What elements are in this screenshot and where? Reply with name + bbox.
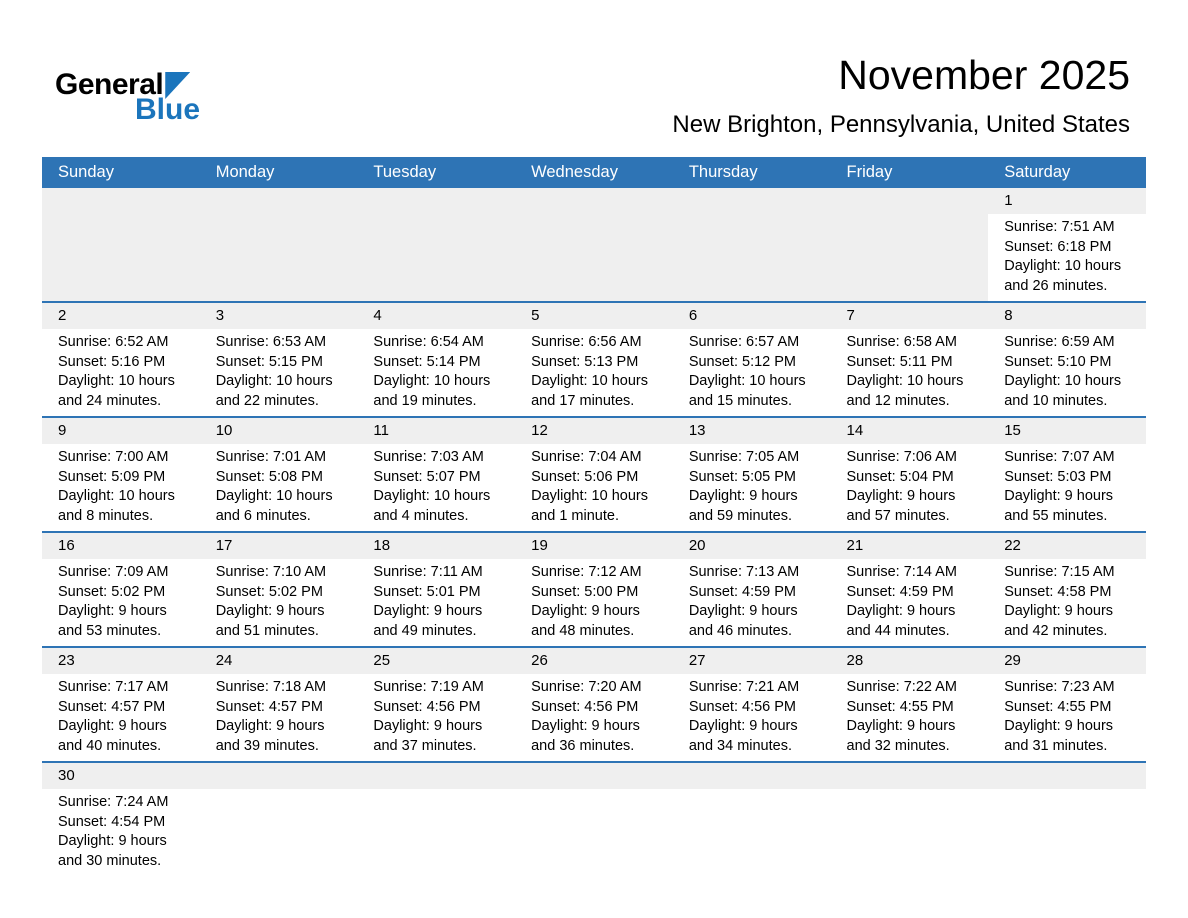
weekday-header-wednesday: Wednesday (515, 157, 673, 188)
sunset-text: Sunset: 5:11 PM (846, 353, 953, 370)
date-strip (515, 763, 673, 789)
day-cell-22 (988, 532, 1146, 647)
date-strip (673, 533, 831, 559)
sunset-text: Sunset: 4:58 PM (1004, 583, 1112, 600)
sunset-text: Sunset: 5:10 PM (1004, 353, 1112, 370)
day-number: 2 (58, 307, 67, 324)
sunrise-text: Sunrise: 7:03 AM (373, 449, 484, 465)
sunrise-text: Sunrise: 7:19 AM (373, 679, 484, 695)
day-details (988, 674, 1146, 761)
daylight-text: Daylight: 9 hours and 44 minutes. (846, 603, 956, 639)
day-number: 3 (215, 307, 225, 324)
date-strip (42, 418, 200, 444)
day-details (988, 559, 1146, 646)
sunrise-text: Sunrise: 6:54 AM (373, 334, 484, 350)
month-title: November 2025 (838, 52, 1130, 98)
weekday-header-tuesday: Tuesday (357, 157, 515, 188)
day-cell-18 (357, 532, 515, 647)
day-number: 7 (846, 307, 855, 324)
sunrise-text: Sunrise: 7:21 AM (688, 679, 800, 695)
day-number: 8 (1004, 307, 1013, 324)
day-number: 27 (688, 652, 706, 669)
day-cell-23 (42, 647, 200, 762)
date-strip (200, 763, 358, 789)
date-strip (357, 303, 515, 329)
sunset-text: Sunset: 5:02 PM (58, 583, 166, 600)
date-strip (831, 648, 989, 674)
empty-day-cell (831, 762, 989, 876)
day-details (200, 789, 358, 868)
sunset-text: Sunset: 4:56 PM (531, 698, 639, 715)
sunrise-text: Sunrise: 7:12 AM (531, 564, 642, 580)
day-details (200, 329, 358, 416)
daylight-text: Daylight: 9 hours and 32 minutes. (846, 718, 956, 754)
daylight-text: Daylight: 10 hours and 1 minute. (531, 488, 648, 524)
day-cell-6 (673, 302, 831, 417)
daylight-text: Daylight: 9 hours and 36 minutes. (531, 718, 640, 754)
day-number: 21 (846, 537, 864, 554)
day-details (673, 329, 831, 416)
day-details (357, 329, 515, 416)
day-cell-9 (42, 417, 200, 532)
sunset-text: Sunset: 5:08 PM (215, 468, 323, 485)
daylight-text: Daylight: 10 hours and 24 minutes. (58, 373, 175, 409)
sunset-text: Sunset: 5:07 PM (373, 468, 481, 485)
sunset-text: Sunset: 4:56 PM (373, 698, 481, 715)
daylight-text: Daylight: 9 hours and 39 minutes. (215, 718, 325, 754)
day-cell-1 (988, 188, 1146, 302)
date-strip (200, 303, 358, 329)
date-strip (831, 418, 989, 444)
daylight-text: Daylight: 9 hours and 49 minutes. (373, 603, 483, 639)
empty-day-cell (831, 188, 989, 302)
sunset-text: Sunset: 5:02 PM (215, 583, 323, 600)
day-details (673, 674, 831, 761)
day-details (42, 444, 200, 531)
sunset-text: Sunset: 4:55 PM (1004, 698, 1112, 715)
day-details (42, 559, 200, 646)
day-cell-4 (357, 302, 515, 417)
day-number: 26 (531, 652, 548, 669)
day-cell-5 (515, 302, 673, 417)
sunrise-text: Sunrise: 7:51 AM (1004, 219, 1115, 235)
date-strip (988, 188, 1146, 214)
week-row-4 (42, 532, 1146, 647)
sunset-text: Sunset: 4:57 PM (58, 698, 166, 715)
sunrise-text: Sunrise: 6:53 AM (215, 334, 327, 350)
day-cell-26 (515, 647, 673, 762)
empty-day-cell (988, 762, 1146, 876)
day-number: 28 (846, 652, 864, 669)
sunrise-text: Sunrise: 6:52 AM (58, 334, 169, 350)
day-cell-24 (200, 647, 358, 762)
day-cell-16 (42, 532, 200, 647)
sunset-text: Sunset: 5:14 PM (373, 353, 481, 370)
day-number: 23 (58, 652, 75, 669)
empty-day-cell (42, 188, 200, 302)
daylight-text: Daylight: 9 hours and 46 minutes. (688, 603, 798, 639)
daylight-text: Daylight: 10 hours and 12 minutes. (846, 373, 964, 409)
day-details (515, 674, 673, 761)
day-cell-19 (515, 532, 673, 647)
weekday-header-thursday: Thursday (673, 157, 831, 188)
date-strip (42, 533, 200, 559)
day-details (200, 444, 358, 531)
day-cell-29 (988, 647, 1146, 762)
date-strip (357, 418, 515, 444)
daylight-text: Daylight: 9 hours and 30 minutes. (58, 833, 167, 869)
sunrise-text: Sunrise: 7:11 AM (373, 564, 483, 580)
day-cell-7 (831, 302, 989, 417)
date-strip (988, 648, 1146, 674)
sunset-text: Sunset: 5:06 PM (531, 468, 639, 485)
sunrise-text: Sunrise: 7:20 AM (531, 679, 642, 695)
daylight-text: Daylight: 10 hours and 6 minutes. (215, 488, 333, 524)
daylight-text: Daylight: 10 hours and 26 minutes. (1004, 258, 1122, 294)
day-details (673, 559, 831, 646)
calendar-body (42, 188, 1146, 876)
general-blue-logo (55, 70, 200, 125)
day-details (515, 444, 673, 531)
sunrise-text: Sunrise: 6:56 AM (531, 334, 642, 350)
day-details (515, 329, 673, 416)
sunrise-text: Sunrise: 7:24 AM (58, 794, 169, 810)
date-strip (42, 648, 200, 674)
day-details (42, 329, 200, 416)
day-number: 25 (373, 652, 391, 669)
date-strip (673, 763, 831, 789)
date-strip (515, 303, 673, 329)
sunrise-text: Sunrise: 7:22 AM (846, 679, 957, 695)
weekday-header-sunday: Sunday (42, 157, 200, 188)
day-details (831, 559, 989, 646)
day-details (673, 444, 831, 531)
week-row-1 (42, 188, 1146, 302)
day-details (357, 674, 515, 761)
day-details (200, 559, 358, 646)
date-strip (357, 533, 515, 559)
week-row-5 (42, 647, 1146, 762)
week-row-6 (42, 762, 1146, 876)
date-strip (357, 648, 515, 674)
sunset-text: Sunset: 4:59 PM (846, 583, 954, 600)
date-strip (831, 533, 989, 559)
sunset-text: Sunset: 4:55 PM (846, 698, 954, 715)
logo-text-general: General (55, 68, 164, 101)
day-number: 15 (1004, 422, 1021, 439)
day-number: 5 (531, 307, 540, 324)
date-strip (357, 763, 515, 789)
sunset-text: Sunset: 5:12 PM (688, 353, 797, 370)
day-number: 24 (215, 652, 233, 669)
day-number: 1 (1004, 192, 1013, 209)
day-number: 12 (531, 422, 548, 439)
sunrise-text: Sunrise: 7:07 AM (1004, 449, 1115, 465)
date-strip (673, 418, 831, 444)
day-number: 16 (58, 537, 75, 554)
page-header (0, 0, 1188, 157)
sunrise-text: Sunrise: 6:59 AM (1004, 334, 1115, 350)
day-number: 19 (531, 537, 548, 554)
daylight-text: Daylight: 10 hours and 15 minutes. (688, 373, 806, 409)
daylight-text: Daylight: 9 hours and 40 minutes. (58, 718, 167, 754)
sunset-text: Sunset: 5:03 PM (1004, 468, 1112, 485)
sunset-text: Sunset: 4:59 PM (688, 583, 797, 600)
day-cell-10 (200, 417, 358, 532)
day-details (831, 674, 989, 761)
date-strip (200, 418, 358, 444)
daylight-text: Daylight: 9 hours and 34 minutes. (688, 718, 798, 754)
day-cell-15 (988, 417, 1146, 532)
daylight-text: Daylight: 10 hours and 22 minutes. (215, 373, 333, 409)
week-row-3 (42, 417, 1146, 532)
daylight-text: Daylight: 9 hours and 53 minutes. (58, 603, 167, 639)
daylight-text: Daylight: 10 hours and 4 minutes. (373, 488, 491, 524)
title-block (672, 52, 1130, 139)
day-details (988, 214, 1146, 301)
day-number: 22 (1004, 537, 1021, 554)
empty-day-cell (200, 188, 358, 302)
sunrise-text: Sunrise: 7:05 AM (688, 449, 800, 465)
day-number: 9 (58, 422, 67, 439)
day-cell-2 (42, 302, 200, 417)
day-number: 20 (688, 537, 706, 554)
day-cell-25 (357, 647, 515, 762)
day-number: 14 (846, 422, 864, 439)
empty-day-cell (673, 188, 831, 302)
daylight-text: Daylight: 9 hours and 55 minutes. (1004, 488, 1114, 524)
logo-text-blue: Blue (135, 93, 201, 126)
sunrise-text: Sunrise: 7:06 AM (846, 449, 957, 465)
date-strip (515, 648, 673, 674)
day-details (988, 444, 1146, 531)
day-cell-17 (200, 532, 358, 647)
sunrise-text: Sunrise: 7:09 AM (58, 564, 169, 580)
day-details (831, 444, 989, 531)
day-cell-8 (988, 302, 1146, 417)
sunrise-text: Sunrise: 7:17 AM (58, 679, 169, 695)
date-strip (988, 303, 1146, 329)
date-strip (988, 533, 1146, 559)
day-number: 4 (373, 307, 382, 324)
calendar-table (42, 157, 1146, 876)
day-number: 6 (688, 307, 698, 324)
date-strip (673, 303, 831, 329)
day-number: 18 (373, 537, 391, 554)
daylight-text: Daylight: 9 hours and 59 minutes. (688, 488, 798, 524)
date-strip (200, 533, 358, 559)
daylight-text: Daylight: 10 hours and 8 minutes. (58, 488, 175, 524)
daylight-text: Daylight: 9 hours and 42 minutes. (1004, 603, 1114, 639)
day-details (673, 789, 831, 868)
sunset-text: Sunset: 4:57 PM (215, 698, 323, 715)
sunset-text: Sunset: 5:05 PM (688, 468, 797, 485)
week-row-2 (42, 302, 1146, 417)
sunset-text: Sunset: 5:00 PM (531, 583, 639, 600)
day-cell-20 (673, 532, 831, 647)
weekday-header-monday: Monday (200, 157, 358, 188)
sunset-text: Sunset: 5:09 PM (58, 468, 166, 485)
daylight-text: Daylight: 9 hours and 48 minutes. (531, 603, 640, 639)
day-number: 29 (1004, 652, 1021, 669)
sunset-text: Sunset: 4:54 PM (58, 813, 166, 830)
sunset-text: Sunset: 5:04 PM (846, 468, 954, 485)
empty-day-cell (673, 762, 831, 876)
day-cell-3 (200, 302, 358, 417)
calendar-head (42, 157, 1146, 188)
day-cell-27 (673, 647, 831, 762)
date-strip (515, 533, 673, 559)
daylight-text: Daylight: 9 hours and 37 minutes. (373, 718, 483, 754)
location-subtitle: New Brighton, Pennsylvania, United States (672, 111, 1130, 138)
sunset-text: Sunset: 5:16 PM (58, 353, 166, 370)
day-details (988, 789, 1146, 868)
day-details (200, 674, 358, 761)
day-cell-30 (42, 762, 200, 876)
day-details (357, 559, 515, 646)
day-details (42, 789, 200, 876)
day-cell-13 (673, 417, 831, 532)
day-cell-14 (831, 417, 989, 532)
day-cell-21 (831, 532, 989, 647)
daylight-text: Daylight: 9 hours and 31 minutes. (1004, 718, 1114, 754)
sunrise-text: Sunrise: 6:57 AM (688, 334, 800, 350)
empty-day-cell (357, 188, 515, 302)
day-details (515, 559, 673, 646)
empty-day-cell (357, 762, 515, 876)
empty-day-cell (515, 188, 673, 302)
day-details (357, 789, 515, 868)
sunset-text: Sunset: 6:18 PM (1004, 238, 1112, 255)
weekday-header-saturday: Saturday (988, 157, 1146, 188)
date-strip (200, 648, 358, 674)
sunrise-text: Sunrise: 6:58 AM (846, 334, 957, 350)
day-number: 17 (215, 537, 233, 554)
daylight-text: Daylight: 10 hours and 17 minutes. (531, 373, 648, 409)
sunrise-text: Sunrise: 7:01 AM (215, 449, 327, 465)
weekday-header-row (42, 157, 1146, 188)
day-details (831, 329, 989, 416)
sunrise-text: Sunrise: 7:14 AM (846, 564, 957, 580)
sunset-text: Sunset: 4:56 PM (688, 698, 797, 715)
day-details (831, 789, 989, 868)
sunset-text: Sunset: 5:01 PM (373, 583, 481, 600)
date-strip (42, 763, 200, 789)
empty-day-cell (200, 762, 358, 876)
sunset-text: Sunset: 5:13 PM (531, 353, 639, 370)
date-strip (988, 763, 1146, 789)
day-details (515, 789, 673, 868)
sunrise-text: Sunrise: 7:13 AM (688, 564, 800, 580)
day-cell-12 (515, 417, 673, 532)
daylight-text: Daylight: 10 hours and 19 minutes. (373, 373, 491, 409)
sunrise-text: Sunrise: 7:00 AM (58, 449, 169, 465)
day-number: 30 (58, 767, 75, 784)
date-strip (831, 763, 989, 789)
day-cell-11 (357, 417, 515, 532)
sunrise-text: Sunrise: 7:15 AM (1004, 564, 1115, 580)
day-details (988, 329, 1146, 416)
daylight-text: Daylight: 10 hours and 10 minutes. (1004, 373, 1122, 409)
empty-day-cell (515, 762, 673, 876)
day-number: 13 (688, 422, 706, 439)
day-number: 11 (373, 422, 389, 439)
sunset-text: Sunset: 5:15 PM (215, 353, 323, 370)
day-details (357, 444, 515, 531)
date-strip (515, 418, 673, 444)
date-strip (42, 303, 200, 329)
daylight-text: Daylight: 9 hours and 57 minutes. (846, 488, 956, 524)
date-strip (988, 418, 1146, 444)
sunrise-text: Sunrise: 7:04 AM (531, 449, 642, 465)
day-cell-28 (831, 647, 989, 762)
date-strip (831, 303, 989, 329)
day-number: 10 (215, 422, 233, 439)
sunrise-text: Sunrise: 7:18 AM (215, 679, 327, 695)
sunrise-text: Sunrise: 7:23 AM (1004, 679, 1115, 695)
weekday-header-friday: Friday (831, 157, 989, 188)
daylight-text: Daylight: 9 hours and 51 minutes. (215, 603, 325, 639)
day-details (42, 674, 200, 761)
sunrise-text: Sunrise: 7:10 AM (215, 564, 327, 580)
date-strip (673, 648, 831, 674)
